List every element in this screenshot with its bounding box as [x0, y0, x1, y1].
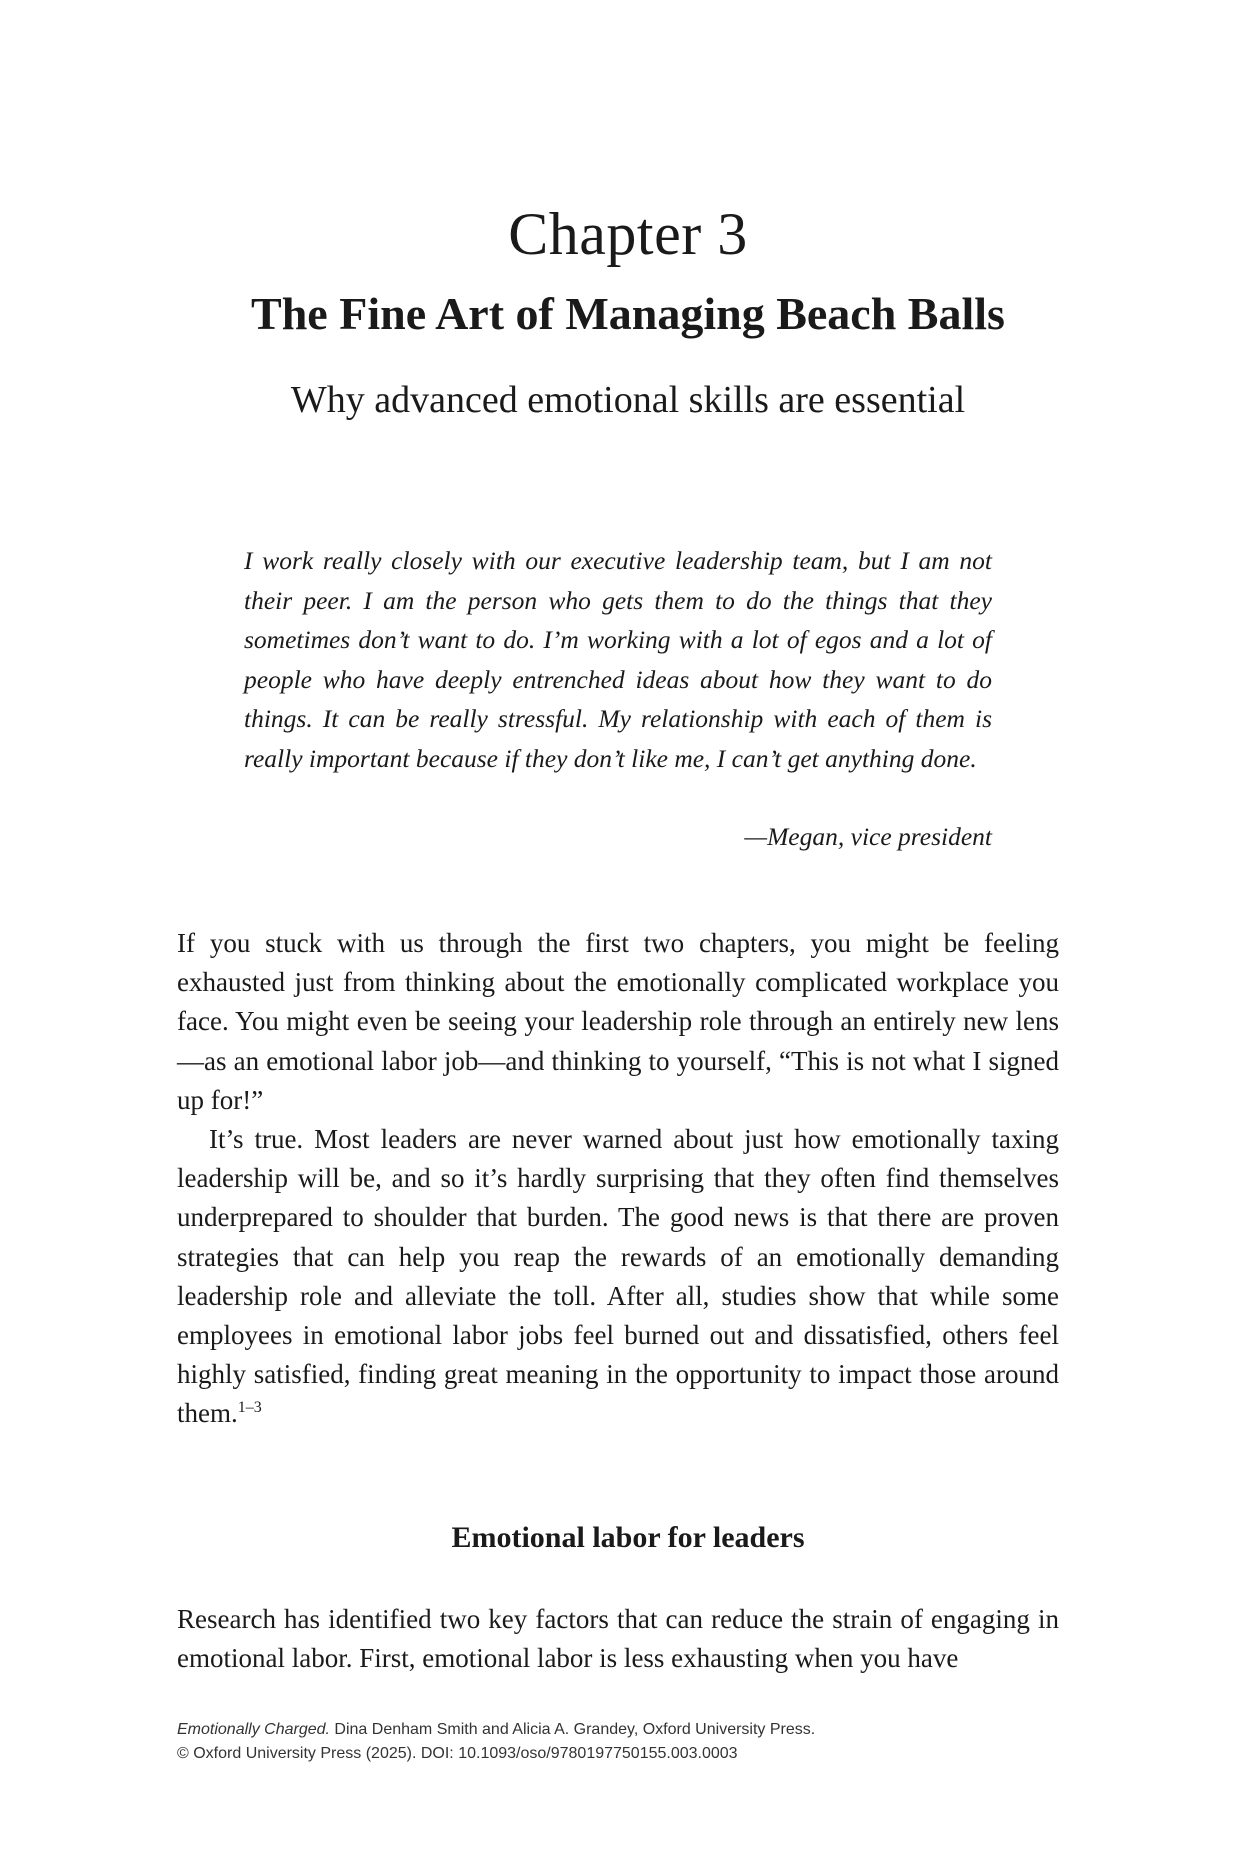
- footer-copyright-doi: © Oxford University Press (2025). DOI: 10.1093/oso/9780197750155.003.0003: [177, 1745, 738, 1762]
- body-paragraph-3: Research has identified two key factors that can reduce the strain of engaging in emotional labor. First, emotional labor is less exhausting when you have: [177, 1604, 1059, 1674]
- footer-book-title: Emotionally Charged.: [177, 1721, 330, 1738]
- body-paragraph-1: If you stuck with us through the first two chapters, you might be feeling exhausted just from thinking about the emotionally complicated workplace you face. You might even be seeing your leadership role through an entirely new lens—as an emotional labor job—and thinking to yourself, “This is not what I signed up for!”: [177, 928, 1059, 1115]
- section-heading: Emotional labor for leaders: [451, 1521, 805, 1554]
- page-footer: [177, 1718, 1077, 1766]
- chapter-title: The Fine Art of Managing Beach Balls: [251, 288, 1005, 339]
- chapter-subtitle: Why advanced emotional skills are essential: [290, 379, 966, 421]
- body-paragraph-2-text: It’s true. Most leaders are never warned about just how emotionally taxing leadership will be, and so it’s hardly surprising that they often find themselves underprepared to shoulder that burden. The good news is that there are proven strategies that can help you reap the rewards of an emotionally demanding leadership role and alleviate the toll. After all, studies show that while some employees in emotional labor jobs feel burned out and dissatisfied, others feel highly satisfied, finding great meaning in the opportunity to impact those around them.: [177, 1124, 1059, 1429]
- footer-citation-line: [177, 1718, 1077, 1742]
- epigraph-quote: I work really closely with our executive leadership team, but I am not their peer. I am the person who gets them to do the things that they sometimes don’t want to do. I’m working with a lot of egos and a lot of people who have deeply entrenched ideas about how they want to do things. It can be really stressful. My relationship with each of them is really important because if they don’t like me, I can’t get anything done.: [244, 546, 992, 773]
- footer-authors-publisher: Dina Denham Smith and Alicia A. Grandey, Oxford University Press.: [329, 1721, 816, 1738]
- chapter-number: Chapter 3: [508, 201, 748, 267]
- citation-superscript: 1–3: [237, 1399, 262, 1417]
- epigraph-attribution: —Megan, vice president: [744, 822, 992, 851]
- body-paragraph-2: [177, 1120, 1059, 1434]
